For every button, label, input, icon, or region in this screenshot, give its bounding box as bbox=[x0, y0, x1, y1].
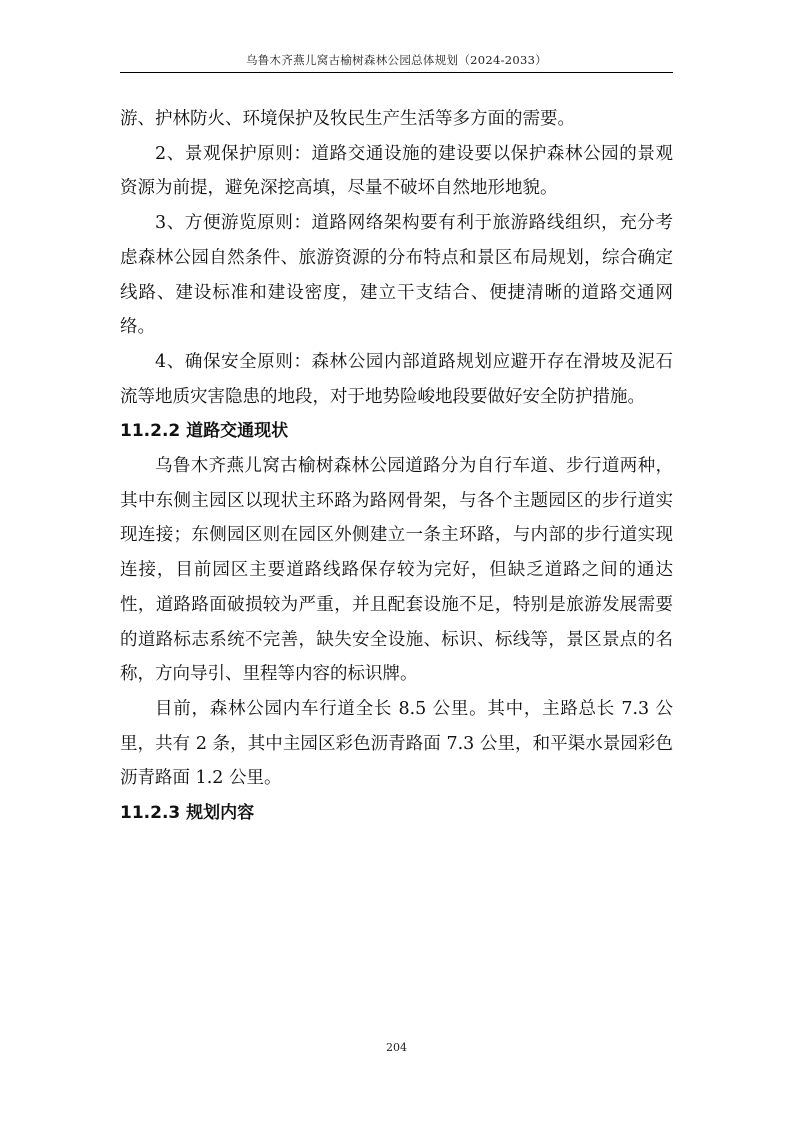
paragraph-principle-3: 3、方便游览原则：道路网络架构要有利于旅游路线组织，充分考虑森林公园自然条件、旅游资源的分布特点和景区布局规划，综合确定线路、建设标准和建设密度，建立干支结合、便捷清晰的道路交通网络。 bbox=[120, 213, 673, 338]
paragraph-continued: 游、护林防火、环境保护及牧民生产生活等多方面的需要。 bbox=[120, 109, 575, 129]
body-text bbox=[120, 102, 673, 831]
section-heading-11-2-3: 11.2.3 规划内容 bbox=[120, 803, 255, 824]
section-heading-11-2-2: 11.2.2 道路交通现状 bbox=[120, 421, 289, 442]
page-number: 204 bbox=[386, 1041, 407, 1054]
paragraph-status-1: 乌鲁木齐燕儿窝古榆树森林公园道路分为自行车道、步行道两种，其中东侧主园区以现状主环路为路网骨架，与各个主题园区的步行道实现连接；东侧园区则在园区外侧建立一条主环路，与内部的步行道实现连接，目前园区主要道路线路保存较为完好，但缺乏道路之间的通达性，道路路面破损较为严重，并且配套设施不足，特别是旅游发展需要的道路标志系统不完善，缺失安全设施、标识、标线等，景区景点的名称，方向导引、里程等内容的标识牌。 bbox=[120, 456, 673, 685]
running-header: 乌鲁木齐燕儿窝古榆树森林公园总体规划（2024-2033） bbox=[245, 53, 548, 67]
paragraph-principle-4: 4、确保安全原则：森林公园内部道路规划应避开存在滑坡及泥石流等地质灾害隐患的地段，对于地势险峻地段要做好安全防护措施。 bbox=[120, 351, 673, 407]
paragraph-principle-2: 2、景观保护原则：道路交通设施的建设要以保护森林公园的景观资源为前提，避免深挖高填，尽量不破坏自然地形地貌。 bbox=[120, 143, 673, 199]
header-rule bbox=[120, 72, 673, 73]
paragraph-status-2: 目前，森林公园内车行道全长 8.5 公里。其中，主路总长 7.3 公里，共有 2 条，其中主园区彩色沥青路面 7.3 公里，和平渠水景园彩色沥青路面 1.2 公里。 bbox=[120, 698, 673, 789]
